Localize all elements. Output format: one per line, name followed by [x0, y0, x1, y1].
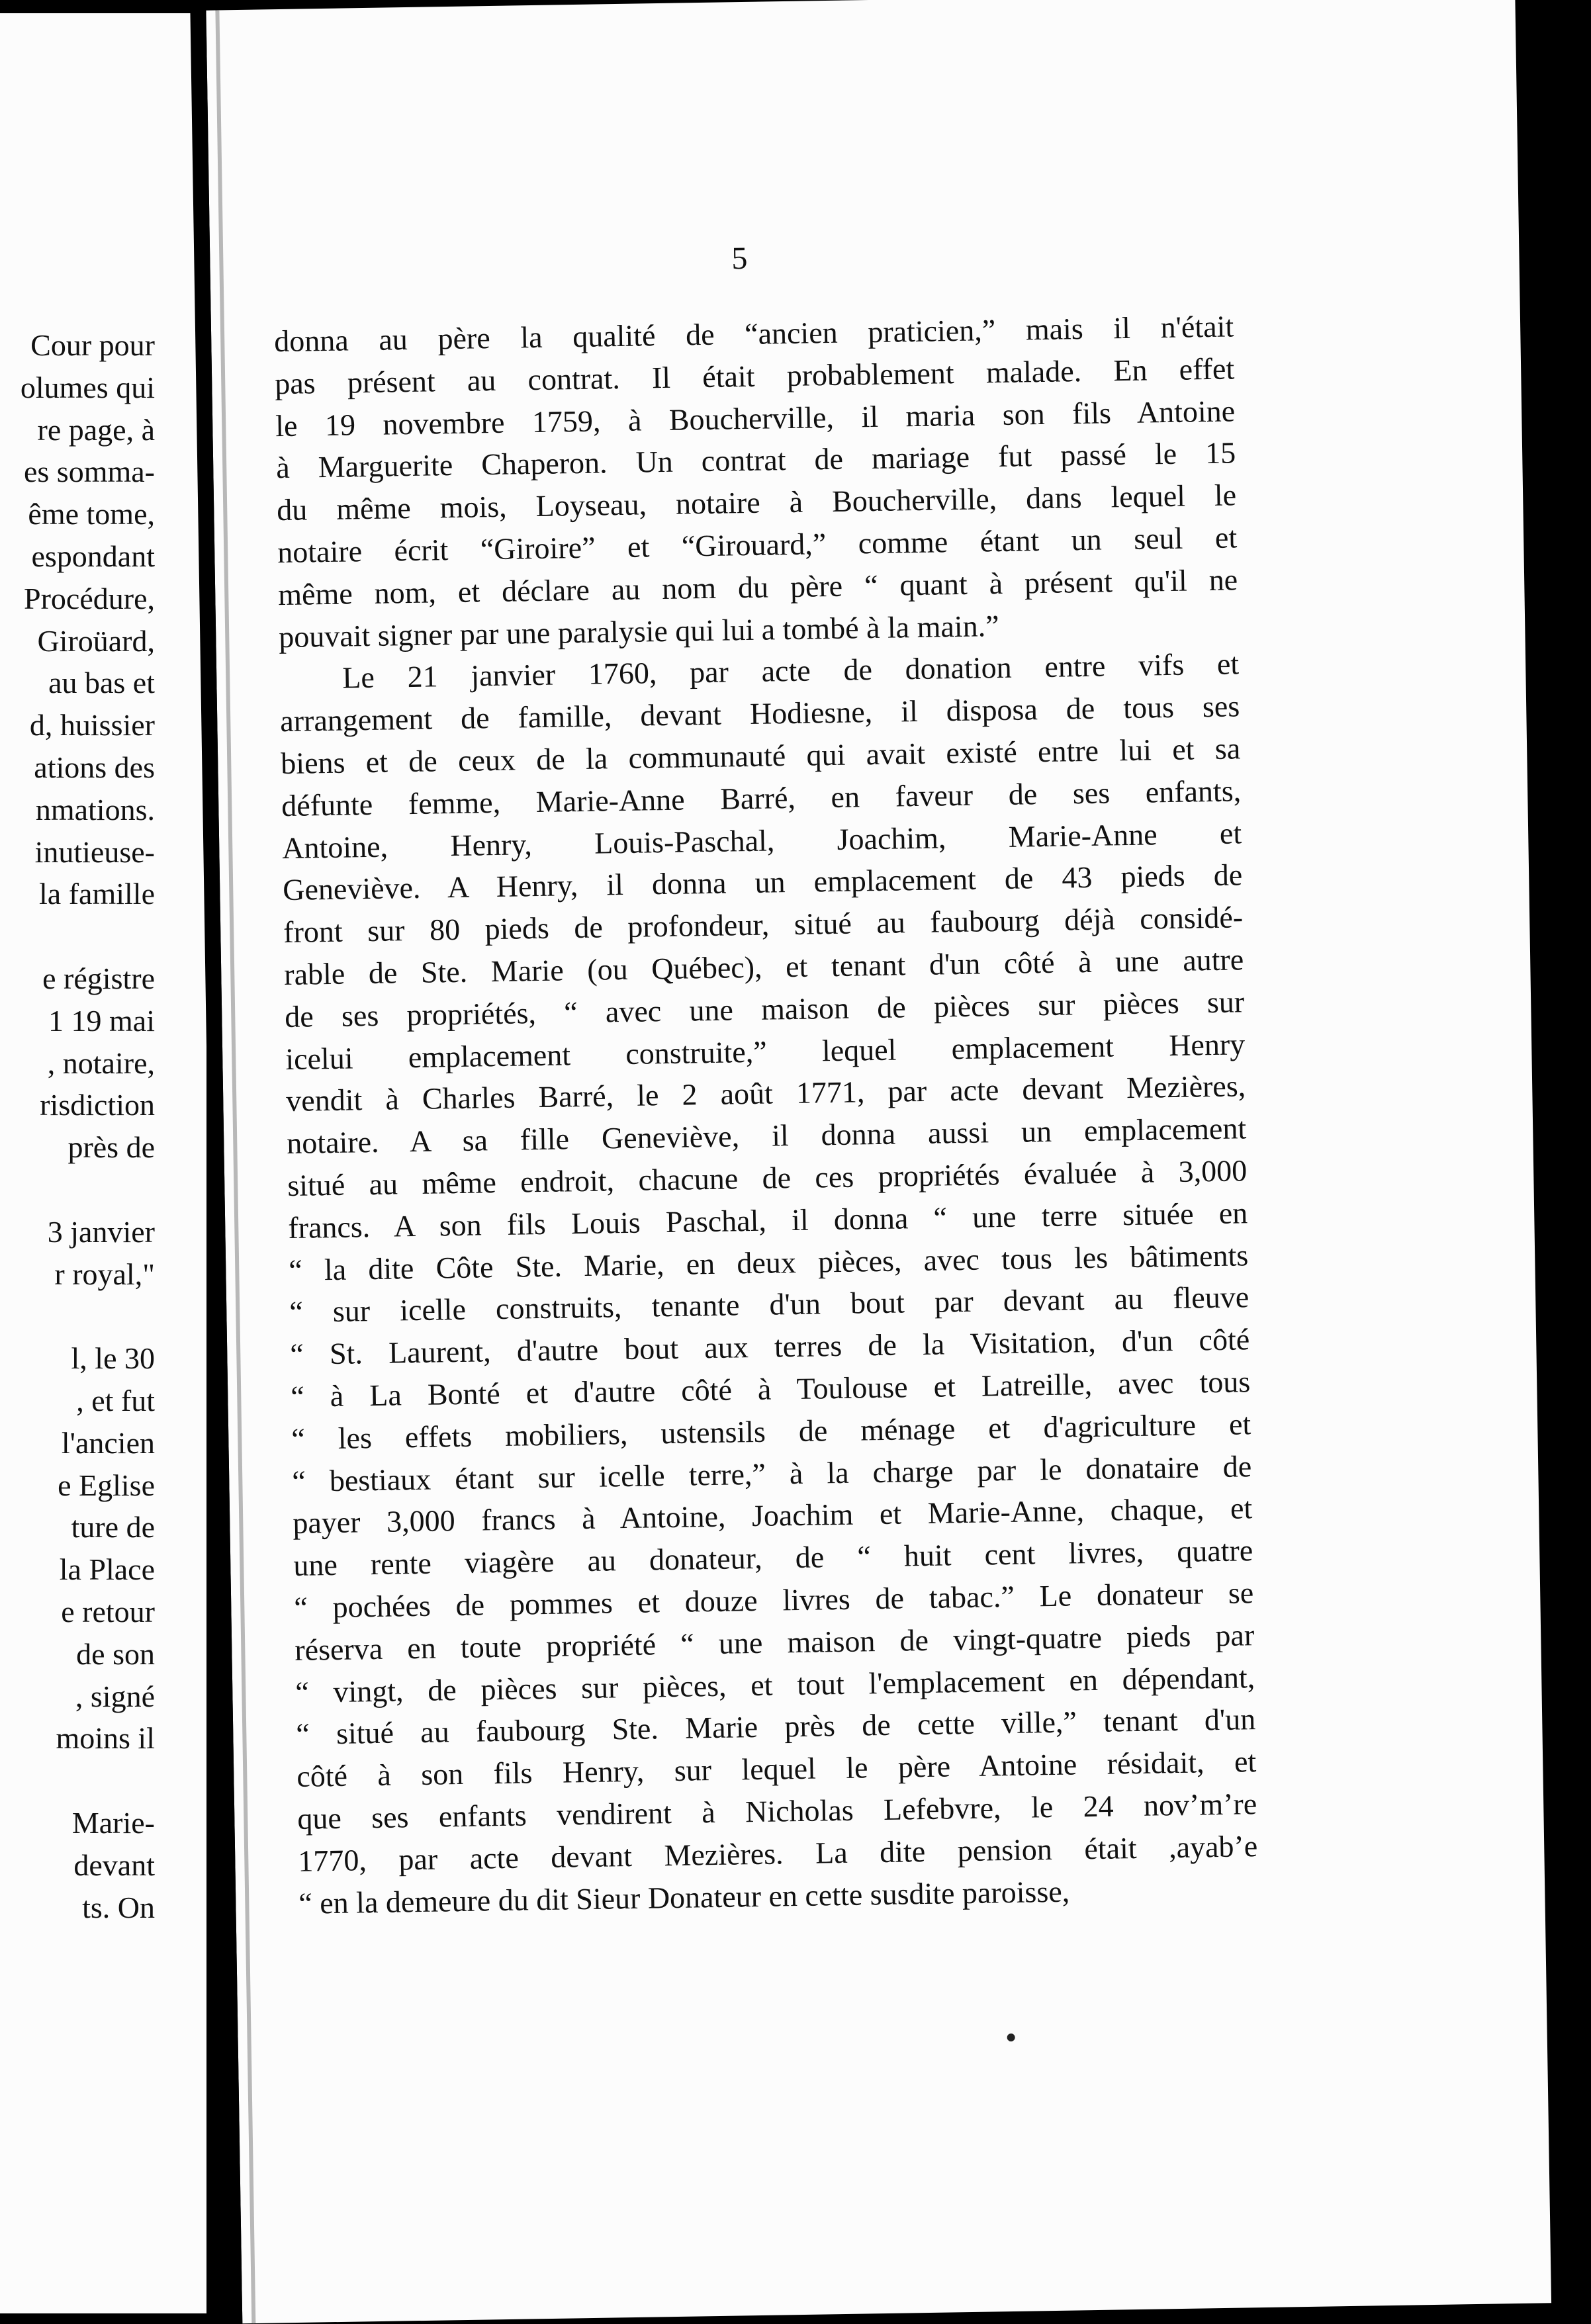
body-text-line: notaire. A sa fille Geneviève, il donna aussi un emplacement — [286, 1111, 1247, 1161]
right-page — [206, 0, 1551, 2323]
body-text-line: “ à La Bonté et d'autre côté à Toulouse et Latreille, avec tous — [290, 1364, 1251, 1413]
body-text-line: vendit à Charles Barré, le 2 août 1771, par acte devant Mezières, — [285, 1069, 1246, 1118]
body-text-line: biens et de ceux de la communauté qui avait existé entre lui et sa — [280, 731, 1241, 781]
body-text-line: “ vingt, de pièces sur pièces, et tout l'emplacement en dépendant, — [295, 1660, 1255, 1709]
left-page-line: ations des — [34, 750, 155, 784]
page-number: 5 — [731, 240, 748, 277]
left-page-line: ême tome, — [28, 497, 155, 531]
body-text-line: “ situé au faubourg Ste. Marie près de cette ville,” tenant d'un — [295, 1702, 1256, 1752]
left-page-line: d, huissier — [29, 708, 155, 742]
left-page-line: la famille — [39, 877, 155, 911]
body-text-line: “ sur icelle construits, tenante d'un bout par devant au fleuve — [289, 1280, 1250, 1329]
left-page-line: près de — [68, 1130, 155, 1165]
left-page-line: Cour pour — [30, 328, 155, 362]
left-page-line: Marie- — [71, 1806, 155, 1840]
left-page-line: e Eglise — [58, 1468, 155, 1502]
left-page-line: ture de — [71, 1510, 155, 1544]
body-text-line: le 19 novembre 1759, à Boucherville, il maria son fils Antoine — [275, 393, 1236, 443]
body-text-line: situé au même endroit, chacune de ces propriétés évaluée à 3,000 — [287, 1153, 1248, 1203]
left-page-line: moins il — [56, 1721, 155, 1756]
left-page-line: 3 janvier — [47, 1214, 155, 1249]
left-page-line: Giroüard, — [37, 623, 155, 658]
left-page-line: devant — [73, 1848, 155, 1882]
body-text-line: Le 21 janvier 1760, par acte de donation entre vifs et — [341, 647, 1240, 695]
left-page-line: re page, à — [37, 412, 155, 447]
left-page-line: , signé — [75, 1679, 155, 1713]
body-text-line: notaire écrit “Giroire” et “Girouard,” comme étant un seul et — [277, 520, 1238, 570]
left-page-line: risdiction — [40, 1088, 155, 1122]
left-page-line: au bas et — [48, 666, 155, 700]
body-text-line: même nom, et déclare au nom du père “ quant à présent qu'il ne — [277, 562, 1238, 611]
body-text-line: défunte femme, Marie-Anne Barré, en faveur de ses enfants, — [281, 774, 1242, 823]
left-page-line: Procédure, — [24, 581, 155, 615]
body-text-line: “ bestiaux étant sur icelle terre,” à la charge par le donataire de — [291, 1449, 1252, 1498]
body-text-line: arrangement de famille, devant Hodiesne, il disposa de tous ses — [279, 689, 1240, 738]
body-text-line: pouvait signer par une paralysie qui lui a tombé à la main.” — [278, 608, 999, 654]
left-page-line: , notaire, — [47, 1046, 155, 1080]
left-page-line: , et fut — [76, 1384, 155, 1417]
body-text-line: 1770, par acte devant Mezières. La dite pension était ,ayab’e — [297, 1828, 1258, 1878]
body-text-line: Antoine, Henry, Louis-Paschal, Joachim, Marie-Anne et — [281, 815, 1242, 865]
left-page-line: e régistre — [42, 961, 155, 995]
body-text-line: pas présent au contrat. Il était probablement malade. En effet — [274, 351, 1235, 400]
body-text-line: “ les effets mobiliers, ustensils de ménage et d'agriculture et — [291, 1406, 1251, 1456]
left-page-line: e retour — [61, 1595, 155, 1629]
body-text-line: rable de Ste. Marie (ou Québec), et tenant d'un côté à une autre — [283, 942, 1244, 992]
body-text-line: côté à son fils Henry, sur lequel le père Antoine résidait, et — [296, 1744, 1257, 1794]
left-page-line: inutieuse- — [34, 834, 155, 869]
body-text-line: payer 3,000 francs à Antoine, Joachim et Marie-Anne, chaque, et — [292, 1491, 1253, 1541]
body-text-line: “ en la demeure du dit Sieur Donateur en cette susdite paroisse, — [298, 1874, 1070, 1920]
body-text-line: du même mois, Loyseau, notaire à Boucherville, dans lequel le — [276, 478, 1237, 527]
body-text-line: front sur 80 pieds de profondeur, situé au faubourg déjà considé- — [283, 900, 1244, 950]
body-text-line: icelui emplacement construite,” lequel emplacement Henry — [285, 1026, 1246, 1076]
body-text-line: que ses enfants vendirent à Nicholas Lefebvre, le 24 nov’m’re — [296, 1787, 1257, 1836]
body-text-line: de ses propriétés, “ avec une maison de pièces sur pièces sur — [284, 985, 1245, 1034]
left-page-line: es somma- — [23, 455, 155, 489]
body-text-line: “ pochées de pommes et douze livres de tabac.” Le donateur se — [293, 1576, 1254, 1625]
left-page-line: de son — [76, 1636, 155, 1671]
left-page-line: la Place — [59, 1552, 155, 1587]
left-page-line: 1 19 mai — [48, 1003, 155, 1038]
left-page-line: espondant — [31, 539, 155, 573]
body-text-line: une rente viagère au donateur, de “ huit cent livres, quatre — [293, 1533, 1253, 1583]
left-page-line: olumes qui — [20, 370, 155, 404]
left-page-line: l'ancien — [61, 1425, 155, 1460]
body-text-line: réserva en toute propriété “ une maison de vingt-quatre pieds par — [294, 1617, 1255, 1667]
left-page-fragment — [0, 13, 206, 2313]
left-page-line: nmations. — [35, 792, 155, 827]
body-text-line: francs. A son fils Louis Paschal, il donna “ une terre située en — [287, 1196, 1248, 1245]
ink-dot — [1007, 2033, 1015, 2041]
body-text-line: à Marguerite Chaperon. Un contrat de mariage fut passé le 15 — [275, 435, 1236, 485]
left-page-line: ts. On — [82, 1890, 155, 1924]
body-text-line: “ St. Laurent, d'autre bout aux terres de la Visitation, d'un côté — [289, 1322, 1250, 1372]
body-text-line: donna au père la qualité de “ancien praticien,” mais il n'était — [273, 309, 1234, 359]
body-text-line: “ la dite Côte Ste. Marie, en deux pièces, avec tous les bâtiments — [288, 1237, 1249, 1287]
left-page-line: r royal," — [54, 1257, 155, 1291]
left-page-line: l, le 30 — [71, 1341, 155, 1376]
body-text-line: Geneviève. A Henry, il donna un emplacement de 43 pieds de — [282, 858, 1243, 907]
